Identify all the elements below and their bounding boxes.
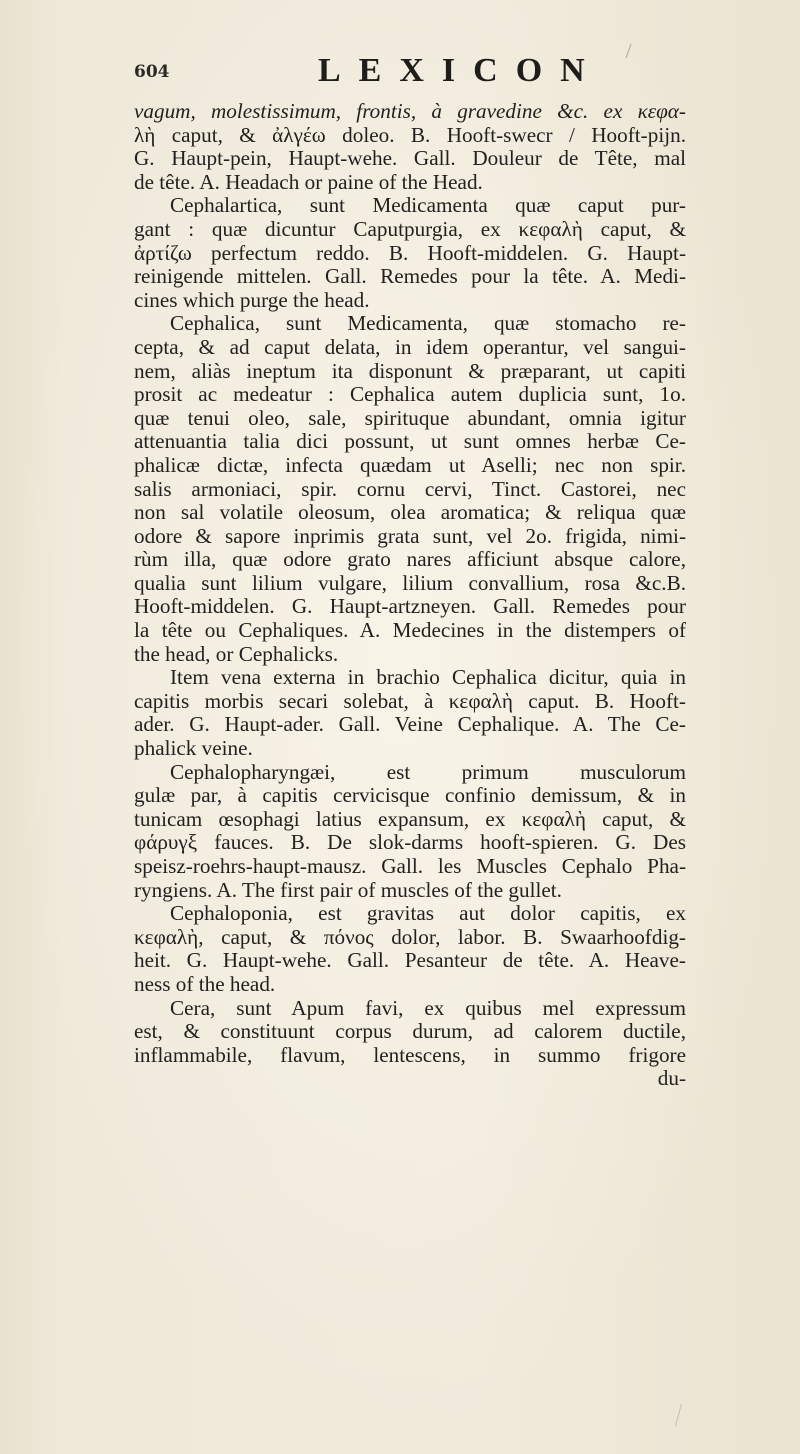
entry-cephaloponia: Cephaloponia, est gravitas aut dolor capitis, ex [170,901,686,926]
text-line: ryngiens. A. The first pair of muscles of the gullet. [134,877,562,902]
entry-cera: Cera, sunt Apum favi, ex quibus mel expressum [170,995,686,1020]
text-line: non sal volatile oleosum, olea aromatica; & reliqua quæ [134,500,686,525]
running-title: LEXICON [318,52,603,89]
text-line: la tête ou Cephaliques. A. Medecines in the distempers of [134,618,686,643]
text-line: de tête. A. Headach or paine of the Head. [134,169,483,194]
entry-cephalica: Cephalica, sunt Medicamenta, quæ stomacho re- [170,311,686,336]
text-line: gulæ par, à capitis cervicisque confinio demissum, & in [134,783,686,808]
text-line: capitis morbis secari solebat, à κεφαλὴ caput. B. Hooft- [134,688,686,713]
text-line: cepta, & ad caput delata, in idem operantur, vel sangui- [134,334,686,359]
text-line: quæ tenui oleo, sale, spirituque abundant, omnia igitur [134,405,686,430]
text-line: ader. G. Haupt-ader. Gall. Veine Cephalique. A. The Ce- [134,712,686,737]
text-line: qualia sunt lilium vulgare, lilium convallium, rosa &c.B. [134,570,686,595]
ink-mark [669,1404,682,1426]
text-line: tunicam œsophagi latius expansum, ex κεφαλὴ caput, & [134,806,686,831]
text-line: the head, or Cephalicks. [134,641,339,666]
text-line: phalick veine. [134,736,253,761]
text-line: prosit ac medeatur : Cephalica autem duplicia sunt, 1o. [134,382,686,407]
text-line: odore & sapore inprimis grata sunt, vel 2o. frigida, nimi- [134,523,686,548]
entry-vena-cephalica: Item vena externa in brachio Cephalica dicitur, quia in [170,665,686,690]
text-line: gant : quæ dicuntur Caputpurgia, ex κεφαλὴ caput, & [134,216,686,241]
text-line: est, & constituunt corpus durum, ad calorem ductile, [134,1019,686,1044]
text-line: inflammabile, flavum, lentescens, in summo frigore [134,1042,686,1067]
entry-cephalartica: Cephalartica, sunt Medicamenta quæ caput pur- [170,193,686,218]
text-line: heit. G. Haupt-wehe. Gall. Pesanteur de tête. A. Heave- [134,948,686,973]
page-number: 604 [134,62,170,82]
text-line: G. Haupt-pein, Haupt-wehe. Gall. Douleur de Tête, mal [134,146,686,171]
dictionary-text [134,100,686,1091]
text-line: phalicæ dictæ, infecta quædam ut Aselli; nec non spir. [134,452,686,477]
text-line: λὴ caput, & ἀλγέω doleo. B. Hooft-swecr / Hooft-pijn. [134,122,686,147]
text-line: salis armoniaci, spir. cornu cervi, Tinct. Castorei, nec [134,476,686,501]
text-line: cines which purge the head. [134,287,370,312]
text-line: Hooft-middelen. G. Haupt-artzneyen. Gall. Remedes pour [134,594,686,619]
text-line: rùm illa, quæ odore grato nares afficiunt absque calore, [134,547,686,572]
text-line: ἀρτίζω perfectum reddo. B. Hooft-middelen. G. Haupt- [134,240,686,265]
text-line: reinigende mittelen. Gall. Remedes pour la tête. A. Medi- [134,264,686,289]
catchword: du- [657,1066,686,1091]
text-line: attenuantia talia dici possunt, ut sunt omnes herbæ Ce- [134,429,686,454]
text-line: speisz-roehrs-haupt-mausz. Gall. les Muscles Cephalo Pha- [134,854,686,878]
text-line: φάρυγξ fauces. B. De slok-darms hooft-spieren. G. Des [134,830,686,855]
text-line: κεφαλὴ, caput, & πόνος dolor, labor. B. Swaarhoofdig- [134,924,686,949]
entry-cephalopharyngaei: Cephalopharyngæi, est primum musculorum [170,759,686,784]
page-header [134,52,674,92]
text-line: ness of the head. [134,971,276,996]
text-line: vagum, molestissimum, frontis, à gravedine &c. ex κεφα- [134,99,686,123]
text-line: nem, aliàs ineptum ita disponunt & præparant, ut capiti [134,358,686,383]
